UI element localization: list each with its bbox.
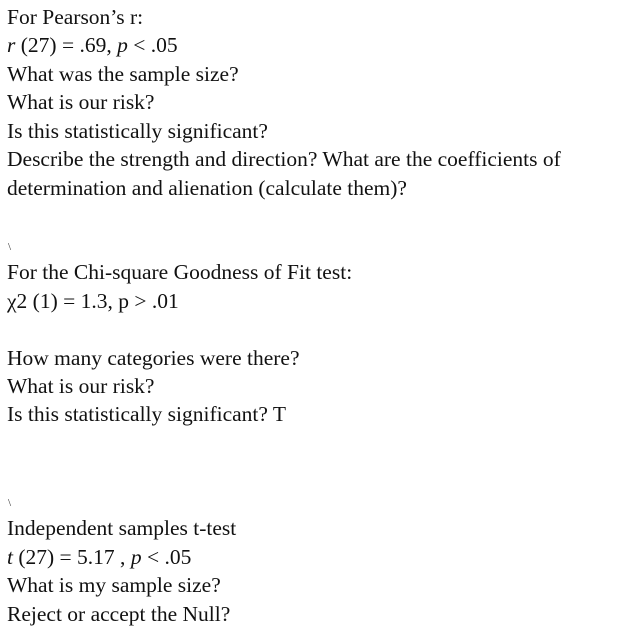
pearson-question-2: What is our risk? [7, 90, 155, 114]
pearson-question-4: Describe the strength and direction? What are the coefficients of [7, 147, 561, 171]
chi-square-question-3: Is this statistically significant? T [7, 402, 287, 426]
t-test-question-2: Reject or accept the Null? [7, 602, 231, 626]
t-test-stat-line [7, 543, 191, 571]
pearson-p-symbol: p [117, 33, 128, 57]
chi-square-question-1: How many categories were there? [7, 346, 300, 370]
pearson-heading: For Pearson’s r: [7, 5, 144, 29]
chi-square-stat-line: χ2 (1) = 1.3, p > .01 [7, 289, 179, 313]
pearson-question-1: What was the sample size? [7, 62, 239, 86]
t-test-t-value: (27) = 5.17 , [12, 545, 131, 569]
t-test-marker: \ [8, 497, 12, 509]
pearson-question-5: determination and alienation (calculate them)? [7, 176, 407, 200]
pearson-r-symbol: r [7, 33, 16, 57]
t-test-question-1: What is my sample size? [7, 573, 221, 597]
t-test-p-symbol: p [130, 545, 142, 569]
t-test-p-value: < .05 [141, 545, 192, 569]
pearson-question-3: Is this statistically significant? [7, 119, 268, 143]
pearson-stat-line [7, 31, 178, 59]
chi-square-question-2: What is our risk? [7, 374, 155, 398]
t-test-heading: Independent samples t-test [7, 516, 237, 540]
t-test-t-symbol: t [7, 545, 13, 569]
chi-square-heading: For the Chi-square Goodness of Fit test: [7, 260, 353, 284]
chi-square-marker: \ [8, 241, 12, 253]
pearson-r-value: (27) = .69, [15, 33, 118, 57]
pearson-p-value: < .05 [127, 33, 178, 57]
